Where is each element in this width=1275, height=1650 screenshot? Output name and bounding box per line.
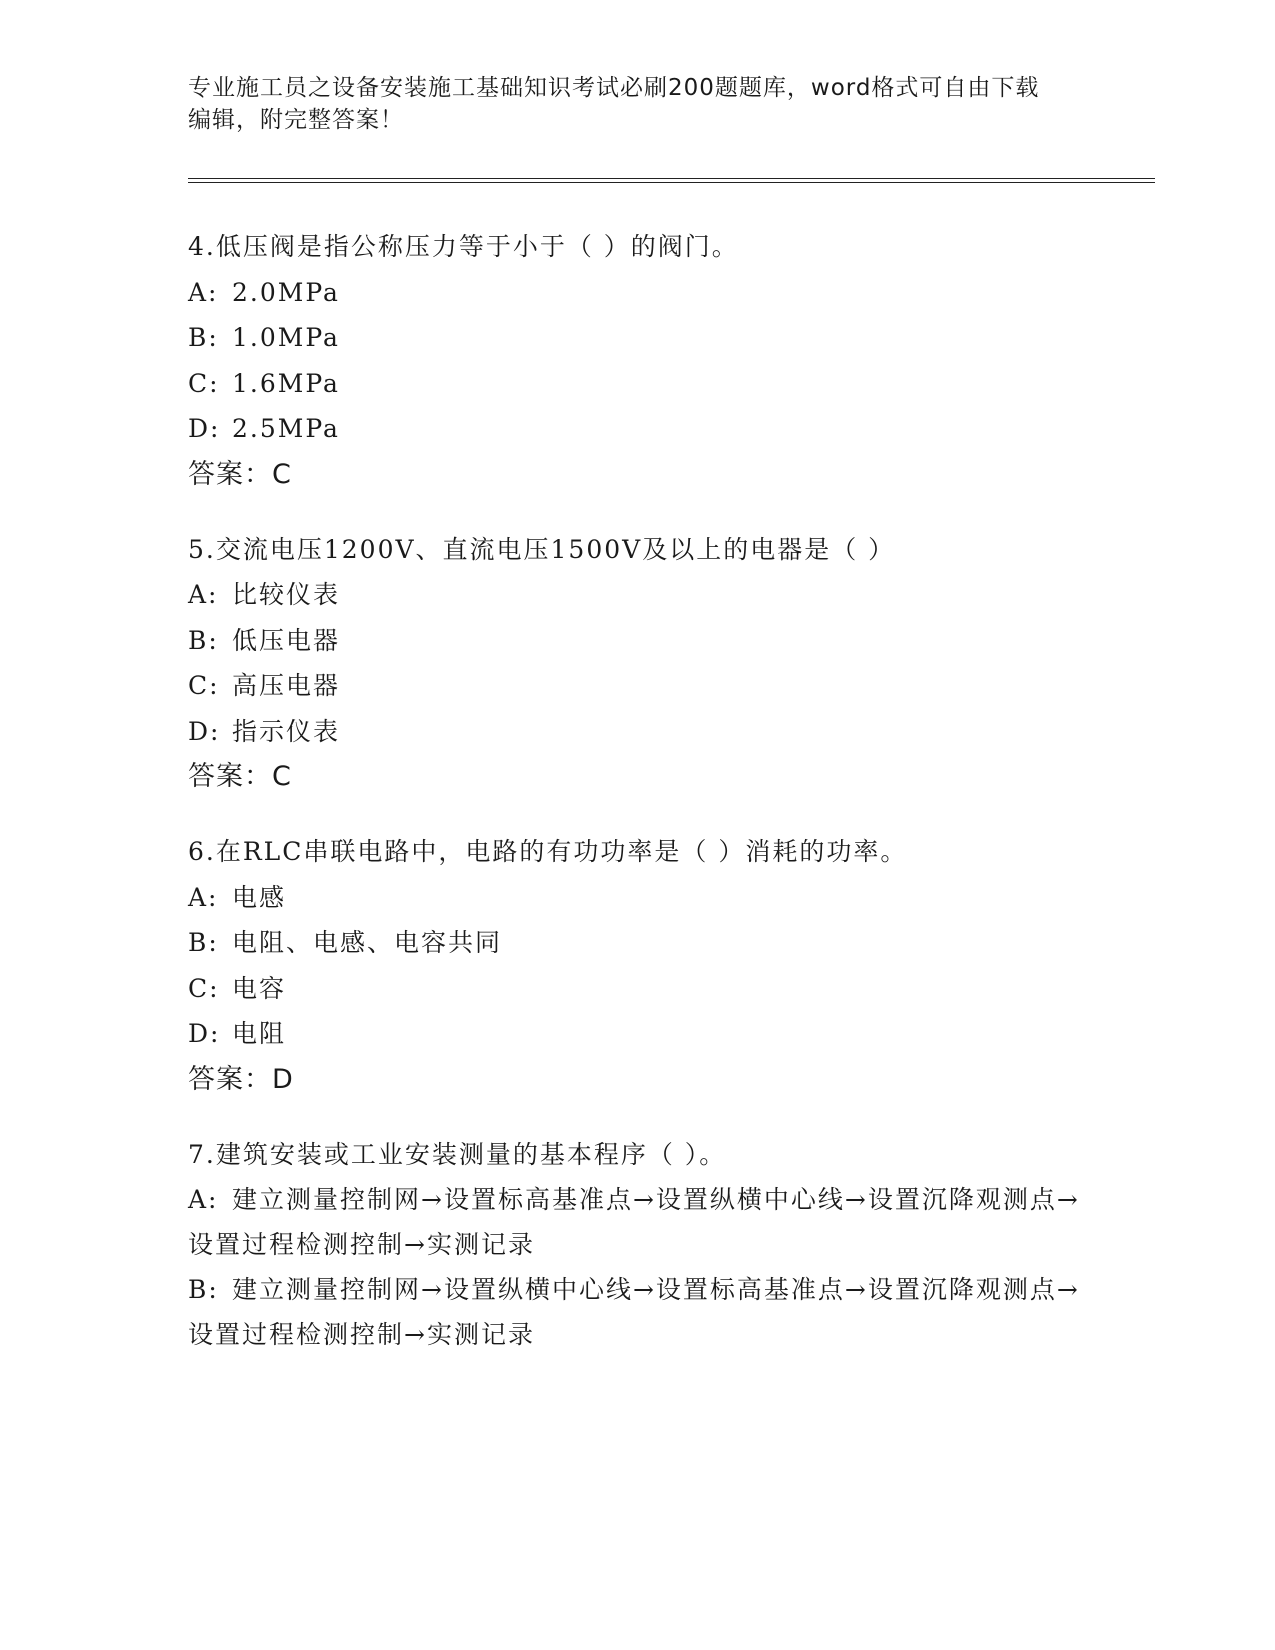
option-a	[188, 1177, 1088, 1267]
question-list	[188, 224, 1088, 1387]
option-d	[188, 1011, 1088, 1057]
question-5	[188, 527, 1088, 800]
option-letter: A:	[188, 1185, 219, 1214]
option-letter: B:	[188, 1275, 219, 1304]
question-stem: 7.建筑安装或工业安装测量的基本程序（ ）。	[188, 1139, 727, 1169]
option-letter: D:	[188, 414, 221, 443]
option-d	[188, 406, 1088, 452]
option-letter: D:	[188, 1019, 221, 1048]
option-text: 高压电器	[232, 671, 341, 700]
option-letter: C:	[188, 671, 220, 700]
option-letter: A:	[188, 882, 219, 912]
option-b	[188, 618, 1088, 664]
option-c	[188, 966, 1088, 1012]
option-letter: A:	[188, 277, 219, 307]
option-letter: C:	[188, 368, 220, 398]
option-letter: B:	[188, 323, 219, 352]
option-text: 2.0MPa	[232, 277, 340, 307]
option-text: 指示仪表	[232, 716, 341, 746]
option-letter: D:	[188, 716, 221, 746]
option-text: 电容	[232, 973, 287, 1003]
option-letter: C:	[188, 973, 220, 1003]
option-b	[188, 920, 1088, 966]
option-text: 比较仪表	[232, 580, 341, 609]
option-text: 电阻、电感、电容共同	[232, 928, 503, 957]
option-c	[188, 361, 1088, 407]
option-text: 建立测量控制网→设置标高基准点→设置纵横中心线→设置沉降观测点→设置过程检测控制→实测记录	[188, 1185, 1080, 1259]
question-stem: 6.在RLC串联电路中，电路的有功功率是（ ）消耗的功率。	[188, 837, 908, 866]
header-line-2: 编辑，附完整答案！	[188, 107, 404, 133]
document-header	[188, 72, 1088, 136]
option-text: 电感	[232, 882, 287, 912]
header-line-1: 专业施工员之设备安装施工基础知识考试必刷200题题库，word格式可自由下载	[188, 75, 1040, 101]
option-letter: B:	[188, 625, 219, 655]
question-stem: 4.低压阀是指公称压力等于小于（ ）的阀门。	[188, 232, 739, 261]
option-b	[188, 315, 1088, 361]
option-b	[188, 1267, 1088, 1357]
option-letter: A:	[188, 580, 219, 609]
question-7	[188, 1132, 1088, 1358]
option-c	[188, 663, 1088, 709]
question-stem: 5.交流电压1200V、直流电压1500V及以上的电器是（ ）	[188, 534, 896, 564]
option-text: 电阻	[232, 1019, 287, 1048]
answer: 答案：D	[188, 1063, 294, 1095]
question-6	[188, 829, 1088, 1102]
option-a	[188, 572, 1088, 618]
option-a	[188, 875, 1088, 921]
option-a	[188, 270, 1088, 316]
header-divider-bottom	[188, 182, 1155, 183]
option-d	[188, 709, 1088, 755]
option-text: 建立测量控制网→设置纵横中心线→设置标高基准点→设置沉降观测点→设置过程检测控制→实测记录	[188, 1275, 1080, 1349]
option-text: 低压电器	[232, 625, 341, 655]
answer: 答案：C	[188, 458, 292, 490]
question-4	[188, 224, 1088, 497]
option-text: 2.5MPa	[232, 414, 340, 443]
option-letter: B:	[188, 928, 219, 957]
header-divider-top	[188, 178, 1155, 179]
option-text: 1.0MPa	[232, 323, 340, 352]
option-text: 1.6MPa	[232, 368, 340, 398]
answer: 答案：C	[188, 761, 292, 792]
